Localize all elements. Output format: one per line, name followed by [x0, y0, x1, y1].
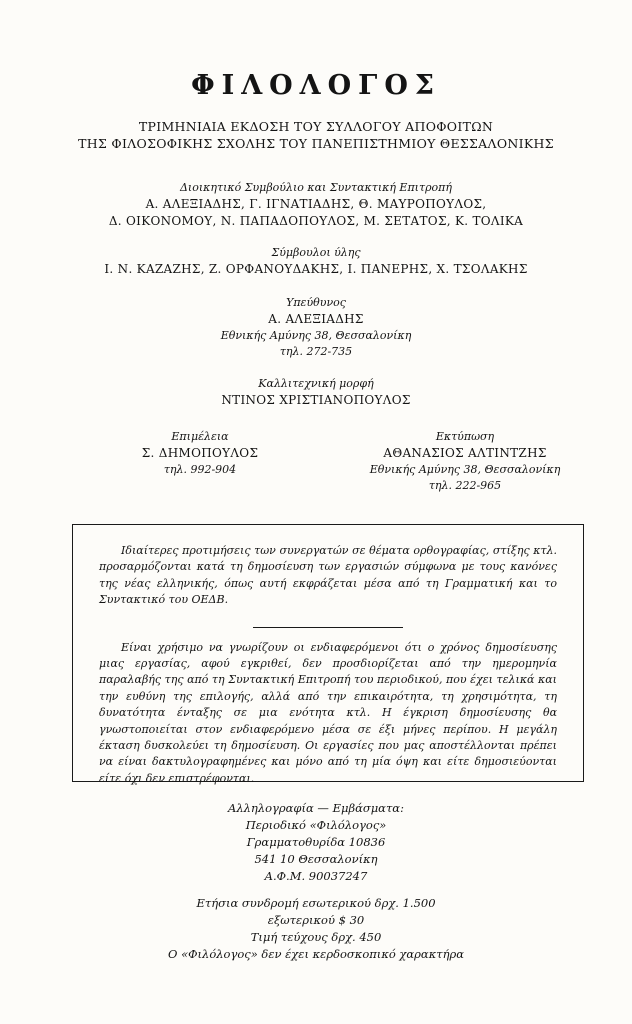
responsible-address: Εθνικής Αμύνης 38, Θεσσαλονίκη [220, 329, 412, 342]
design-label: Καλλιτεχνική μορφή [258, 377, 374, 390]
editing-section [110, 429, 290, 478]
printing-address: Εθνικής Αμύνης 38, Θεσσαλονίκη [369, 463, 561, 476]
journal-subtitle [0, 118, 632, 152]
notice-paragraph-2: Είναι χρήσιμο να γνωρίζουν οι ενδιαφερόμενοι ότι ο χρόνος δημοσίευσης μιας εργασίας, αφού εγκριθεί, δεν προσδιορίζεται από την ημερομηνία παραλαβής της από τη Συντακτική Επιτροπή του περιοδικού, που έχει τελικά και την ευθύνη της επιλογής, αλλά από την επικαιρότητα, τη χρησιμότητα, τη δυνατότητα ένταξης σε μια ενότητα κτλ. Η έγκριση δημοσίευσης θα γνωστοποιείται στον ενδιαφερόμενο μέσα σε έξι μήνες περίπου. Η μεγάλη έκταση δυσκολεύει τη δημοσίευση. Οι εργασίες που μας αποστέλλονται πρέπει να είναι δακτυλογραφημένες και μόνο από τη μία όψη και είτε δημοσιεύονται είτε όχι δεν επιστρέφονται. [99, 640, 557, 785]
advisors-members: Ι. Ν. ΚΑΖΑΖΗΣ, Ζ. ΟΡΦΑΝΟΥΔΑΚΗΣ, Ι. ΠΑΝΕΡΗΣ, Χ. ΤΣΟΛΑΚΗΣ [104, 262, 528, 276]
printing-section [350, 429, 580, 494]
correspondence-line-3: 541 10 Θεσσαλονίκη [254, 852, 378, 866]
design-section [0, 376, 632, 409]
editing-name: Σ. ΔΗΜΟΠΟΥΛΟΣ [141, 446, 259, 460]
subtitle-line-1: ΤΡΙΜΗΝΙΑΙΑ ΕΚΔΟΣΗ ΤΟΥ ΣΥΛΛΟΓΟΥ ΑΠΟΦΟΙΤΩΝ [138, 119, 494, 134]
correspondence-label: Αλληλογραφία — Εμβάσματα: [228, 801, 404, 815]
subtitle-line-2: ΤΗΣ ΦΙΛΟΣΟΦΙΚΗΣ ΣΧΟΛΗΣ ΤΟΥ ΠΑΝΕΠΙΣΤΗΜΙΟΥ ΘΕΣΣΑΛΟΝΙΚΗΣ [78, 136, 554, 151]
subscription-domestic: Ετήσια συνδρομή εσωτερικού δρχ. 1.500 [196, 896, 436, 910]
notice-paragraph-1: Ιδιαίτερες προτιμήσεις των συνεργατών σε θέματα ορθογραφίας, στίξης κτλ. προσαρμόζονται κατά τη δημοσίευση των εργασιών σύμφωνα με τους κανόνες της νέας ελληνικής, όπως αυτή εκφράζεται μέσα από τη Γραμματική και το Συντακτικό του ΟΕΔΒ. [99, 544, 557, 607]
design-name: ΝΤΙΝΟΣ ΧΡΙΣΤΙΑΝΟΠΟΥΛΟΣ [221, 393, 411, 407]
board-members-line-1: Α. ΑΛΕΞΙΑΔΗΣ, Γ. ΙΓΝΑΤΙΑΔΗΣ, Θ. ΜΑΥΡΟΠΟΥΛΟΣ, [145, 197, 487, 211]
subscription-foreign: εξωτερικού $ 30 [267, 913, 365, 927]
printing-phone: τηλ. 222-965 [428, 479, 502, 492]
correspondence-line-1: Περιοδικό «Φιλόλογος» [245, 818, 387, 832]
journal-title: ΦΙΛΟΛΟΓΟΣ [191, 70, 441, 101]
responsible-label: Υπεύθυνος [286, 296, 346, 309]
editing-phone: τηλ. 992-904 [163, 463, 237, 476]
printing-label: Εκτύπωση [435, 430, 495, 443]
board-members-line-2: Δ. ΟΙΚΟΝΟΜΟΥ, Ν. ΠΑΠΑΔΟΠΟΥΛΟΣ, Μ. ΣΕΤΑΤΟΣ, Κ. ΤΟΛΙΚΑ [108, 214, 524, 228]
nonprofit-statement: Ο «Φιλόλογος» δεν έχει κερδοσκοπικό χαρακτήρα [167, 947, 465, 961]
responsible-name: Α. ΑΛΕΞΙΑΔΗΣ [268, 312, 364, 326]
issue-price: Τιμή τεύχους δρχ. 450 [250, 930, 382, 944]
responsible-section [0, 295, 632, 360]
correspondence-line-2: Γραμματοθυρίδα 10836 [246, 835, 386, 849]
board-section [0, 180, 632, 230]
advisors-label: Σύμβουλοι ύλης [271, 246, 361, 259]
board-label: Διοικητικό Συμβούλιο και Συντακτική Επιτροπή [179, 181, 452, 194]
editing-label: Επιμέλεια [171, 430, 229, 443]
subscription-section [0, 895, 632, 963]
notice-box [72, 524, 584, 785]
printing-name: ΑΘΑΝΑΣΙΟΣ ΑΛΤΙΝΤΖΗΣ [383, 446, 547, 460]
correspondence-section [0, 800, 632, 885]
correspondence-line-4: Α.Φ.Μ. 90037247 [264, 869, 368, 883]
advisors-section [0, 245, 632, 278]
responsible-phone: τηλ. 272-735 [279, 345, 353, 358]
notice-divider [253, 627, 403, 628]
